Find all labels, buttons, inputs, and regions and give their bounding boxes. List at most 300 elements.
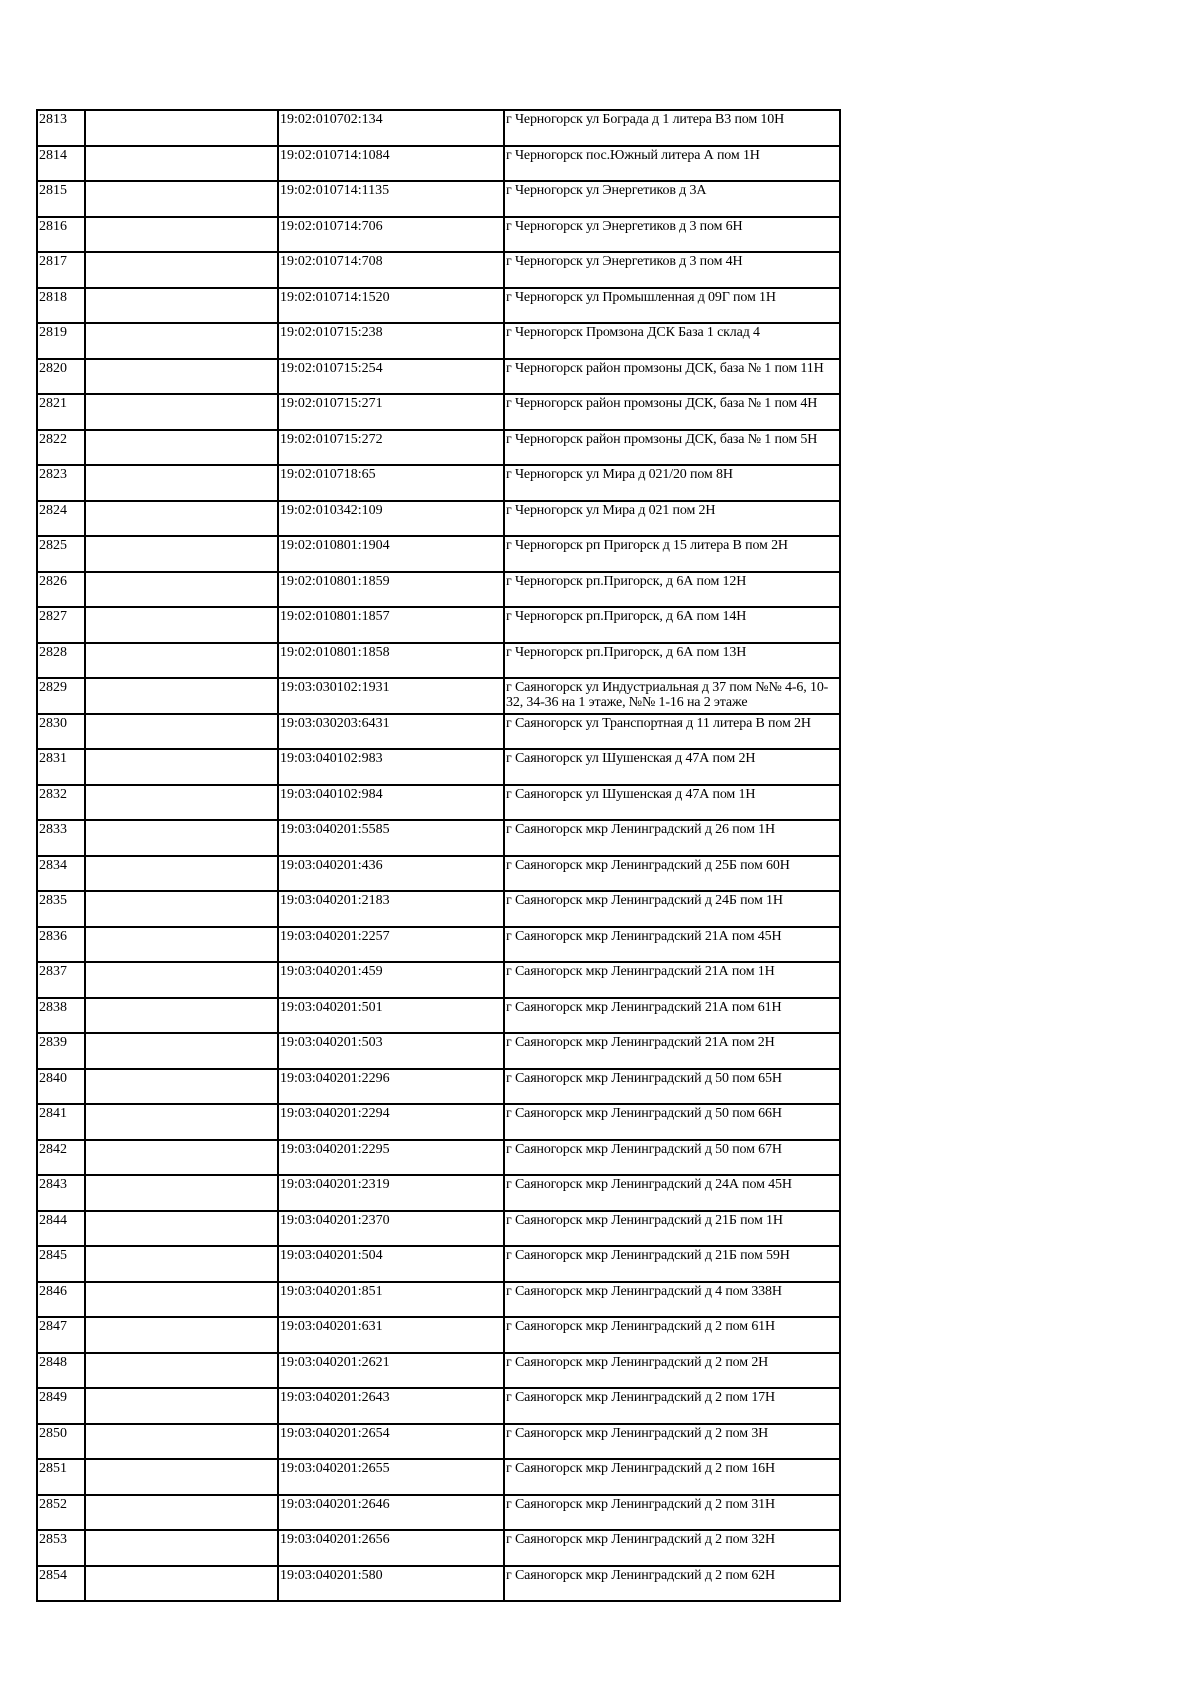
empty-cell-text — [87, 786, 277, 819]
row-number-cell-text: 2813 — [39, 112, 67, 127]
address-cell-text: г Саяногорск мкр Ленинградский д 2 пом 17Н — [506, 1390, 775, 1405]
cadastral-number-cell-text: 19:03:040201:459 — [280, 964, 383, 979]
row-number-cell — [37, 785, 85, 821]
cadastral-number-cell — [278, 962, 504, 998]
row-number-cell — [37, 714, 85, 750]
row-number-cell — [37, 891, 85, 927]
table-row — [37, 607, 840, 643]
table-row — [37, 430, 840, 466]
empty-cell-text — [87, 324, 277, 357]
empty-cell-text — [87, 395, 277, 428]
table-row — [37, 217, 840, 253]
row-number-cell — [37, 1033, 85, 1069]
table-row — [37, 1424, 840, 1460]
address-cell — [504, 501, 840, 537]
address-cell-text: г Черногорск рп Пригорск д 15 литера В пом 2Н — [506, 538, 788, 553]
table-row — [37, 110, 840, 146]
empty-cell-text — [87, 360, 277, 393]
empty-cell — [85, 1246, 278, 1282]
row-number-cell-text: 2839 — [39, 1035, 67, 1050]
address-cell-text: г Саяногорск ул Транспортная д 11 литера В пом 2Н — [506, 715, 811, 731]
address-cell — [504, 1353, 840, 1389]
empty-cell-text — [87, 750, 277, 783]
address-cell — [504, 998, 840, 1034]
row-number-cell-text: 2854 — [39, 1567, 67, 1583]
address-cell — [504, 430, 840, 466]
table-row — [37, 1246, 840, 1282]
cadastral-number-cell — [278, 146, 504, 182]
table-row — [37, 643, 840, 679]
empty-cell-text — [87, 1425, 277, 1458]
row-number-cell-text: 2824 — [39, 502, 67, 518]
registry-table-body — [37, 110, 840, 1601]
row-number-cell — [37, 1317, 85, 1353]
cadastral-number-cell-text: 19:02:010715:238 — [280, 325, 383, 340]
address-cell-text: г Саяногорск мкр Ленинградский д 2 пом 2Н — [506, 1354, 769, 1370]
address-cell-text: г Саяногорск мкр Ленинградский д 2 пом 3Н — [506, 1425, 769, 1441]
cadastral-number-cell — [278, 394, 504, 430]
row-number-cell — [37, 1104, 85, 1140]
row-number-cell-text: 2848 — [39, 1354, 67, 1370]
cadastral-number-cell — [278, 643, 504, 679]
table-row — [37, 1211, 840, 1247]
row-number-cell — [37, 146, 85, 182]
row-number-cell — [37, 572, 85, 608]
row-number-cell-text: 2851 — [39, 1461, 67, 1476]
table-row — [37, 1566, 840, 1602]
address-cell — [504, 1495, 840, 1531]
row-number-cell-text: 2816 — [39, 218, 67, 234]
table-row — [37, 785, 840, 821]
cadastral-number-cell-text: 19:03:040201:2654 — [280, 1425, 390, 1441]
address-cell — [504, 714, 840, 750]
address-cell — [504, 572, 840, 608]
address-cell — [504, 607, 840, 643]
address-cell-text: г Саяногорск мкр Ленинградский 21А пом 45Н — [506, 928, 782, 944]
table-row — [37, 749, 840, 785]
empty-cell-text — [87, 147, 277, 180]
empty-cell-text — [87, 963, 277, 996]
empty-cell-text — [87, 1531, 277, 1564]
empty-cell — [85, 1069, 278, 1105]
cadastral-number-cell-text: 19:03:040201:501 — [280, 999, 383, 1015]
table-row — [37, 1495, 840, 1531]
row-number-cell — [37, 323, 85, 359]
address-cell — [504, 323, 840, 359]
empty-cell-text — [87, 111, 277, 144]
row-number-cell — [37, 643, 85, 679]
address-cell-text: г Саяногорск мкр Ленинградский д 4 пом 338Н — [506, 1283, 782, 1299]
row-number-cell-text: 2842 — [39, 1141, 67, 1157]
address-cell-text: г Черногорск рп.Пригорск, д 6А пом 12Н — [506, 573, 747, 589]
empty-cell-text — [87, 999, 277, 1032]
address-cell — [504, 1566, 840, 1602]
row-number-cell — [37, 998, 85, 1034]
address-cell — [504, 962, 840, 998]
address-cell — [504, 891, 840, 927]
row-number-cell-text: 2820 — [39, 360, 67, 376]
cadastral-number-cell-text: 19:02:010718:65 — [280, 467, 376, 482]
empty-cell-text — [87, 1496, 277, 1529]
row-number-cell — [37, 1459, 85, 1495]
cadastral-number-cell — [278, 1246, 504, 1282]
table-row — [37, 252, 840, 288]
address-cell — [504, 394, 840, 430]
table-row — [37, 678, 840, 714]
cadastral-number-cell-text: 19:02:010715:254 — [280, 360, 383, 376]
empty-cell-text — [87, 1354, 277, 1387]
empty-cell — [85, 1459, 278, 1495]
address-cell — [504, 146, 840, 182]
cadastral-number-cell-text: 19:03:040201:851 — [280, 1283, 383, 1299]
row-number-cell — [37, 1424, 85, 1460]
cadastral-number-cell — [278, 110, 504, 146]
table-row — [37, 1282, 840, 1318]
cadastral-number-cell — [278, 1104, 504, 1140]
cadastral-number-cell — [278, 1495, 504, 1531]
empty-cell-text — [87, 502, 277, 535]
empty-cell-text — [87, 1567, 277, 1600]
row-number-cell — [37, 536, 85, 572]
empty-cell — [85, 252, 278, 288]
cadastral-number-cell — [278, 820, 504, 856]
row-number-cell-text: 2850 — [39, 1425, 67, 1441]
table-row — [37, 1033, 840, 1069]
row-number-cell — [37, 1566, 85, 1602]
table-row — [37, 1104, 840, 1140]
cadastral-number-cell — [278, 1033, 504, 1069]
cadastral-number-cell — [278, 1282, 504, 1318]
empty-cell-text — [87, 1212, 277, 1245]
address-cell-text: г Саяногорск мкр Ленинградский д 2 пом 62Н — [506, 1567, 775, 1583]
table-row — [37, 536, 840, 572]
cadastral-number-cell-text: 19:03:040201:2296 — [280, 1070, 390, 1086]
row-number-cell-text: 2837 — [39, 964, 67, 979]
row-number-cell-text: 2830 — [39, 715, 67, 731]
row-number-cell-text: 2831 — [39, 751, 67, 766]
cadastral-number-cell — [278, 430, 504, 466]
row-number-cell-text: 2836 — [39, 928, 67, 944]
cadastral-number-cell-text: 19:02:010714:708 — [280, 254, 383, 269]
address-cell-text: г Саяногорск мкр Ленинградский д 25Б пом 60Н — [506, 857, 790, 873]
empty-cell — [85, 501, 278, 537]
row-number-cell — [37, 1530, 85, 1566]
cadastral-number-cell — [278, 181, 504, 217]
cadastral-number-cell-text: 19:02:010801:1858 — [280, 644, 390, 660]
empty-cell — [85, 1530, 278, 1566]
address-cell — [504, 927, 840, 963]
table-row — [37, 1530, 840, 1566]
address-cell-text: г Черногорск ул Бограда д 1 литера В3 пом 10Н — [506, 112, 785, 127]
cadastral-number-cell — [278, 217, 504, 253]
empty-cell-text — [87, 1460, 277, 1493]
row-number-cell-text: 2826 — [39, 573, 67, 589]
row-number-cell — [37, 820, 85, 856]
table-row — [37, 1140, 840, 1176]
cadastral-number-cell-text: 19:02:010714:1084 — [280, 147, 390, 163]
cadastral-number-cell-text: 19:03:030203:6431 — [280, 715, 390, 731]
cadastral-number-cell-text: 19:02:010715:272 — [280, 431, 383, 447]
cadastral-number-cell-text: 19:03:040201:2370 — [280, 1212, 390, 1228]
empty-cell — [85, 1104, 278, 1140]
cadastral-number-cell-text: 19:02:010342:109 — [280, 502, 383, 518]
address-cell — [504, 181, 840, 217]
table-row — [37, 1388, 840, 1424]
address-cell — [504, 252, 840, 288]
address-cell — [504, 1033, 840, 1069]
row-number-cell — [37, 1388, 85, 1424]
address-cell — [504, 465, 840, 501]
row-number-cell-text: 2825 — [39, 538, 67, 553]
cadastral-number-cell — [278, 1566, 504, 1602]
address-cell-text: г Саяногорск мкр Ленинградский д 50 пом 65Н — [506, 1070, 782, 1086]
empty-cell-text — [87, 431, 277, 464]
empty-cell-text — [87, 1283, 277, 1316]
address-cell-text: г Саяногорск мкр Ленинградский д 2 пом 31Н — [506, 1496, 775, 1512]
cadastral-number-cell-text: 19:03:040201:2621 — [280, 1354, 390, 1370]
cadastral-number-cell-text: 19:02:010714:1520 — [280, 289, 390, 305]
row-number-cell-text: 2845 — [39, 1248, 67, 1263]
empty-cell — [85, 1388, 278, 1424]
row-number-cell — [37, 962, 85, 998]
address-cell — [504, 1388, 840, 1424]
row-number-cell-text: 2814 — [39, 147, 67, 163]
row-number-cell — [37, 1069, 85, 1105]
cadastral-number-cell — [278, 1459, 504, 1495]
empty-cell — [85, 217, 278, 253]
empty-cell — [85, 181, 278, 217]
cadastral-number-cell — [278, 572, 504, 608]
empty-cell — [85, 785, 278, 821]
address-cell — [504, 1211, 840, 1247]
address-cell — [504, 288, 840, 324]
empty-cell — [85, 1282, 278, 1318]
empty-cell — [85, 856, 278, 892]
address-cell — [504, 1246, 840, 1282]
row-number-cell-text: 2852 — [39, 1496, 67, 1512]
address-cell-text: г Черногорск ул Мира д 021/20 пом 8Н — [506, 467, 733, 482]
cadastral-number-cell-text: 19:03:040201:2646 — [280, 1496, 390, 1512]
empty-cell-text — [87, 1070, 277, 1103]
cadastral-number-cell-text: 19:03:040201:436 — [280, 857, 383, 873]
address-cell-text: г Саяногорск ул Шушенская д 47А пом 2Н — [506, 751, 756, 766]
empty-cell-text — [87, 644, 277, 677]
row-number-cell-text: 2827 — [39, 609, 67, 624]
row-number-cell — [37, 1353, 85, 1389]
row-number-cell — [37, 1175, 85, 1211]
cadastral-number-cell — [278, 1530, 504, 1566]
cadastral-number-cell — [278, 536, 504, 572]
table-row — [37, 359, 840, 395]
table-row — [37, 1353, 840, 1389]
empty-cell — [85, 962, 278, 998]
address-cell-text: г Саяногорск мкр Ленинградский д 24А пом 45Н — [506, 1177, 792, 1192]
empty-cell-text — [87, 608, 277, 641]
cadastral-number-cell-text: 19:03:040201:2655 — [280, 1461, 390, 1476]
address-cell — [504, 1424, 840, 1460]
row-number-cell-text: 2833 — [39, 822, 67, 837]
table-row — [37, 288, 840, 324]
row-number-cell — [37, 749, 85, 785]
row-number-cell — [37, 394, 85, 430]
empty-cell — [85, 643, 278, 679]
row-number-cell-text: 2841 — [39, 1106, 67, 1121]
address-cell-text: г Саяногорск мкр Ленинградский д 24Б пом 1Н — [506, 893, 783, 908]
empty-cell — [85, 749, 278, 785]
cadastral-number-cell-text: 19:03:040201:2257 — [280, 928, 390, 944]
empty-cell-text — [87, 715, 277, 748]
row-number-cell-text: 2835 — [39, 893, 67, 908]
cadastral-number-cell — [278, 252, 504, 288]
empty-cell — [85, 536, 278, 572]
table-row — [37, 394, 840, 430]
row-number-cell-text: 2828 — [39, 644, 67, 660]
empty-cell-text — [87, 289, 277, 322]
table-row — [37, 323, 840, 359]
empty-cell-text — [87, 537, 277, 570]
cadastral-number-cell-text: 19:03:040201:2295 — [280, 1141, 390, 1157]
cadastral-number-cell-text: 19:02:010714:1135 — [280, 183, 390, 198]
cadastral-number-cell-text: 19:02:010714:706 — [280, 218, 383, 234]
empty-cell — [85, 572, 278, 608]
address-cell-text: г Черногорск ул Энергетиков д 3 пом 6Н — [506, 218, 743, 234]
cadastral-number-cell-text: 19:02:010801:1857 — [280, 609, 390, 624]
address-cell-text: г Черногорск район промзоны ДСК, база № 1 пом 4Н — [506, 396, 818, 411]
address-cell — [504, 1069, 840, 1105]
address-cell — [504, 1459, 840, 1495]
address-cell — [504, 1282, 840, 1318]
address-cell — [504, 1317, 840, 1353]
address-cell — [504, 1104, 840, 1140]
empty-cell — [85, 1566, 278, 1602]
empty-cell-text — [87, 218, 277, 251]
row-number-cell-text: 2838 — [39, 999, 67, 1015]
cadastral-number-cell — [278, 785, 504, 821]
cadastral-number-cell — [278, 1175, 504, 1211]
address-cell-text: г Черногорск район промзоны ДСК, база № 1 пом 5Н — [506, 431, 818, 447]
table-row — [37, 181, 840, 217]
cadastral-number-cell — [278, 714, 504, 750]
cadastral-number-cell — [278, 1317, 504, 1353]
table-row — [37, 998, 840, 1034]
address-cell-text: г Саяногорск мкр Ленинградский д 26 пом 1Н — [506, 822, 775, 837]
table-row — [37, 465, 840, 501]
cadastral-number-cell — [278, 678, 504, 714]
cadastral-number-cell-text: 19:03:040102:984 — [280, 786, 383, 802]
empty-cell — [85, 1495, 278, 1531]
empty-cell-text — [87, 1141, 277, 1174]
address-cell-text: г Черногорск ул Энергетиков д 3 пом 4Н — [506, 254, 743, 269]
table-row — [37, 572, 840, 608]
row-number-cell-text: 2843 — [39, 1177, 67, 1192]
cadastral-number-cell-text: 19:03:040102:983 — [280, 751, 383, 766]
table-row — [37, 820, 840, 856]
row-number-cell-text: 2819 — [39, 325, 67, 340]
row-number-cell-text: 2823 — [39, 467, 67, 482]
row-number-cell — [37, 1495, 85, 1531]
address-cell-text: г Саяногорск мкр Ленинградский д 50 пом 66Н — [506, 1106, 782, 1121]
cadastral-number-cell — [278, 927, 504, 963]
address-cell-text: г Саяногорск мкр Ленинградский д 21Б пом 59Н — [506, 1248, 790, 1263]
empty-cell — [85, 1140, 278, 1176]
empty-cell — [85, 288, 278, 324]
address-cell — [504, 678, 840, 714]
address-cell — [504, 110, 840, 146]
empty-cell — [85, 607, 278, 643]
address-cell-text: г Саяногорск мкр Ленинградский д 2 пом 32Н — [506, 1532, 775, 1547]
cadastral-number-cell — [278, 607, 504, 643]
address-cell-text: г Саяногорск мкр Ленинградский д 50 пом 67Н — [506, 1141, 782, 1157]
row-number-cell-text: 2847 — [39, 1319, 67, 1334]
address-cell-text: г Саяногорск мкр Ленинградский 21А пом 2Н — [506, 1035, 775, 1050]
row-number-cell — [37, 607, 85, 643]
cadastral-number-cell — [278, 465, 504, 501]
empty-cell-text — [87, 1105, 277, 1138]
cadastral-number-cell — [278, 359, 504, 395]
cadastral-number-cell-text: 19:03:040201:503 — [280, 1035, 383, 1050]
cadastral-number-cell-text: 19:03:040201:5585 — [280, 822, 390, 837]
cadastral-number-cell-text: 19:03:040201:2294 — [280, 1106, 390, 1121]
empty-cell — [85, 465, 278, 501]
empty-cell — [85, 1424, 278, 1460]
address-cell-text: г Саяногорск мкр Ленинградский д 2 пом 61Н — [506, 1319, 775, 1334]
empty-cell-text — [87, 1034, 277, 1067]
cadastral-number-cell-text: 19:03:040201:2643 — [280, 1390, 390, 1405]
cadastral-number-cell-text: 19:02:010702:134 — [280, 112, 383, 127]
cadastral-number-cell-text: 19:02:010715:271 — [280, 396, 383, 411]
address-cell — [504, 359, 840, 395]
row-number-cell — [37, 181, 85, 217]
row-number-cell — [37, 856, 85, 892]
cadastral-number-cell — [278, 1353, 504, 1389]
row-number-cell — [37, 430, 85, 466]
address-cell — [504, 1140, 840, 1176]
address-cell-text: г Саяногорск мкр Ленинградский 21А пом 1Н — [506, 964, 775, 979]
empty-cell — [85, 998, 278, 1034]
cadastral-number-cell — [278, 1069, 504, 1105]
address-cell-text: г Саяногорск мкр Ленинградский 21А пом 61Н — [506, 999, 782, 1015]
empty-cell — [85, 146, 278, 182]
empty-cell-text — [87, 1318, 277, 1351]
table-row — [37, 1069, 840, 1105]
empty-cell — [85, 891, 278, 927]
table-row — [37, 927, 840, 963]
empty-cell-text — [87, 1389, 277, 1422]
row-number-cell-text: 2834 — [39, 857, 67, 873]
address-cell-text: г Черногорск ул Энергетиков д 3А — [506, 183, 707, 198]
table-row — [37, 501, 840, 537]
row-number-cell-text: 2853 — [39, 1532, 67, 1547]
table-row — [37, 856, 840, 892]
cadastral-number-cell — [278, 749, 504, 785]
row-number-cell-text: 2846 — [39, 1283, 67, 1299]
table-row — [37, 146, 840, 182]
address-cell-text: г Черногорск пос.Южный литера А пом 1Н — [506, 147, 760, 163]
cadastral-number-cell — [278, 1388, 504, 1424]
address-cell — [504, 820, 840, 856]
row-number-cell — [37, 1282, 85, 1318]
row-number-cell — [37, 252, 85, 288]
address-cell — [504, 1175, 840, 1211]
cadastral-number-cell-text: 19:03:030102:1931 — [280, 680, 390, 695]
empty-cell — [85, 323, 278, 359]
empty-cell — [85, 1033, 278, 1069]
address-cell-text: г Саяногорск ул Индустриальная д 37 пом №№ 4-6, 10-32, 34-36 на 1 этаже, №№ 1-16 на 2 этаже — [506, 680, 829, 710]
empty-cell — [85, 1353, 278, 1389]
row-number-cell-text: 2832 — [39, 786, 67, 802]
row-number-cell-text: 2818 — [39, 289, 67, 305]
row-number-cell-text: 2822 — [39, 431, 67, 447]
